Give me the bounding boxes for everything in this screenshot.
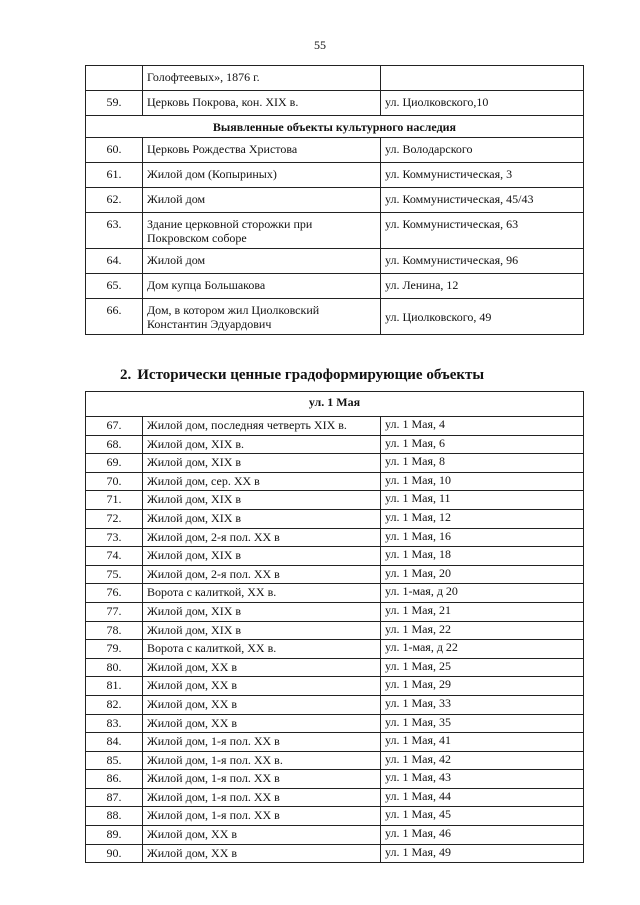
section-title-text: Исторически ценные градоформирующие объекты bbox=[137, 367, 485, 383]
table-row bbox=[86, 714, 584, 733]
table-row bbox=[86, 677, 584, 696]
row-number: 81. bbox=[86, 677, 143, 696]
object-name: Жилой дом, XIX в bbox=[143, 547, 381, 566]
object-address: ул. 1 Мая, 16 bbox=[381, 528, 584, 547]
object-address: ул. 1 Мая, 45 bbox=[381, 807, 584, 826]
section-label: Выявленные объекты культурного наследия bbox=[86, 116, 584, 138]
row-number: 71. bbox=[86, 491, 143, 510]
row-number bbox=[86, 66, 143, 91]
section-heading bbox=[120, 367, 484, 384]
row-number: 69. bbox=[86, 454, 143, 473]
monuments-table-body bbox=[86, 66, 584, 335]
row-number: 63. bbox=[86, 213, 143, 249]
row-number: 85. bbox=[86, 751, 143, 770]
row-number: 67. bbox=[86, 417, 143, 436]
row-number: 89. bbox=[86, 826, 143, 845]
object-address: ул. 1 Мая, 18 bbox=[381, 547, 584, 566]
table-row bbox=[86, 163, 584, 188]
object-address: ул. 1 Мая, 49 bbox=[381, 844, 584, 863]
table-row bbox=[86, 66, 584, 91]
table-row bbox=[86, 844, 584, 863]
monuments-table bbox=[85, 65, 584, 335]
object-name: Ворота с калиткой, XX в. bbox=[143, 584, 381, 603]
table-row bbox=[86, 584, 584, 603]
object-name: Жилой дом bbox=[143, 188, 381, 213]
object-name: Жилой дом (Копыриных) bbox=[143, 163, 381, 188]
object-address: ул. 1 Мая, 43 bbox=[381, 770, 584, 789]
row-number: 87. bbox=[86, 788, 143, 807]
object-address bbox=[381, 66, 584, 91]
street-header-row bbox=[86, 392, 584, 417]
object-address: ул. 1 Мая, 22 bbox=[381, 621, 584, 640]
object-address: ул. Коммунистическая, 63 bbox=[381, 213, 584, 249]
object-address: ул. 1 Мая, 33 bbox=[381, 695, 584, 714]
object-name: Жилой дом, XIX в bbox=[143, 491, 381, 510]
object-name: Жилой дом, XIX в bbox=[143, 454, 381, 473]
table-row bbox=[86, 249, 584, 274]
table-row bbox=[86, 213, 584, 249]
object-name: Жилой дом, 1-я пол. XX в bbox=[143, 733, 381, 752]
object-name: Жилой дом, XIX в bbox=[143, 621, 381, 640]
table-row bbox=[86, 138, 584, 163]
row-number: 66. bbox=[86, 299, 143, 335]
row-number: 76. bbox=[86, 584, 143, 603]
object-address: ул. 1 Мая, 6 bbox=[381, 435, 584, 454]
object-address: ул. 1 Мая, 10 bbox=[381, 472, 584, 491]
table-row bbox=[86, 565, 584, 584]
object-name: Жилой дом, 1-я пол. XX в bbox=[143, 770, 381, 789]
object-name: Жилой дом, XX в bbox=[143, 826, 381, 845]
object-name: Жилой дом, 2-я пол. XX в bbox=[143, 528, 381, 547]
object-name: Жилой дом, 1-я пол. XX в bbox=[143, 807, 381, 826]
row-number: 60. bbox=[86, 138, 143, 163]
object-name: Жилой дом, 2-я пол. XX в bbox=[143, 565, 381, 584]
object-address: ул. 1 Мая, 12 bbox=[381, 509, 584, 528]
object-name: Голофтеевых», 1876 г. bbox=[143, 66, 381, 91]
row-number: 88. bbox=[86, 807, 143, 826]
object-name: Жилой дом, последняя четверть XIX в. bbox=[143, 417, 381, 436]
table-row bbox=[86, 274, 584, 299]
object-address: ул. 1 Мая, 35 bbox=[381, 714, 584, 733]
object-address: ул. Коммунистическая, 3 bbox=[381, 163, 584, 188]
section-number: 2. bbox=[120, 367, 132, 383]
row-number: 64. bbox=[86, 249, 143, 274]
street-name: ул. 1 Мая bbox=[86, 392, 584, 417]
row-number: 83. bbox=[86, 714, 143, 733]
object-address: ул. 1 Мая, 41 bbox=[381, 733, 584, 752]
object-address: ул. 1-мая, д 20 bbox=[381, 584, 584, 603]
table-row bbox=[86, 751, 584, 770]
table-row bbox=[86, 695, 584, 714]
table-row bbox=[86, 788, 584, 807]
row-number: 86. bbox=[86, 770, 143, 789]
table-row bbox=[86, 454, 584, 473]
table-row bbox=[86, 807, 584, 826]
table-row bbox=[86, 417, 584, 436]
table-row bbox=[86, 91, 584, 116]
object-address: ул. 1 Мая, 44 bbox=[381, 788, 584, 807]
table-row bbox=[86, 733, 584, 752]
row-number: 80. bbox=[86, 658, 143, 677]
object-address: ул. 1 Мая, 46 bbox=[381, 826, 584, 845]
object-name: Жилой дом, XIX в bbox=[143, 602, 381, 621]
row-number: 77. bbox=[86, 602, 143, 621]
object-address: ул. Коммунистическая, 96 bbox=[381, 249, 584, 274]
object-address: ул. 1 Мая, 42 bbox=[381, 751, 584, 770]
row-number: 70. bbox=[86, 472, 143, 491]
table-row bbox=[86, 491, 584, 510]
table-row bbox=[86, 602, 584, 621]
row-number: 79. bbox=[86, 640, 143, 659]
table-row bbox=[86, 188, 584, 213]
object-address: ул. Володарского bbox=[381, 138, 584, 163]
object-name: Жилой дом, сер. XX в bbox=[143, 472, 381, 491]
row-number: 90. bbox=[86, 844, 143, 863]
object-name: Ворота с калиткой, XX в. bbox=[143, 640, 381, 659]
row-number: 78. bbox=[86, 621, 143, 640]
table-row bbox=[86, 509, 584, 528]
object-name: Здание церковной сторожки при Покровском соборе bbox=[143, 213, 381, 249]
object-address: ул. 1 Мая, 21 bbox=[381, 602, 584, 621]
table-row bbox=[86, 621, 584, 640]
table-row bbox=[86, 435, 584, 454]
section-header-row bbox=[86, 116, 584, 138]
object-name: Жилой дом, 1-я пол. XX в bbox=[143, 788, 381, 807]
object-address: ул. Ленина, 12 bbox=[381, 274, 584, 299]
table-row bbox=[86, 770, 584, 789]
table-row bbox=[86, 640, 584, 659]
table-row bbox=[86, 826, 584, 845]
row-number: 72. bbox=[86, 509, 143, 528]
row-number: 74. bbox=[86, 547, 143, 566]
row-number: 61. bbox=[86, 163, 143, 188]
row-number: 73. bbox=[86, 528, 143, 547]
object-address: ул. 1 Мая, 8 bbox=[381, 454, 584, 473]
table-row bbox=[86, 658, 584, 677]
object-name: Церковь Рождества Христова bbox=[143, 138, 381, 163]
object-address: ул. Коммунистическая, 45/43 bbox=[381, 188, 584, 213]
table-row bbox=[86, 528, 584, 547]
object-name: Жилой дом, XX в bbox=[143, 714, 381, 733]
object-name: Дом, в котором жил Циолковский Константин Эдуардович bbox=[143, 299, 381, 335]
object-address: ул. 1 Мая, 11 bbox=[381, 491, 584, 510]
object-address: ул. Циолковского,10 bbox=[381, 91, 584, 116]
table-row bbox=[86, 472, 584, 491]
row-number: 68. bbox=[86, 435, 143, 454]
row-number: 84. bbox=[86, 733, 143, 752]
object-name: Церковь Покрова, кон. XIX в. bbox=[143, 91, 381, 116]
row-number: 62. bbox=[86, 188, 143, 213]
object-name: Жилой дом, XIX в bbox=[143, 509, 381, 528]
historic-objects-table bbox=[85, 391, 584, 863]
row-number: 59. bbox=[86, 91, 143, 116]
row-number: 82. bbox=[86, 695, 143, 714]
object-name: Жилой дом, XX в bbox=[143, 658, 381, 677]
object-name: Дом купца Большакова bbox=[143, 274, 381, 299]
object-name: Жилой дом, 1-я пол. XX в. bbox=[143, 751, 381, 770]
historic-objects-table-body bbox=[86, 392, 584, 863]
page-number: 55 bbox=[314, 38, 326, 52]
object-address: ул. 1 Мая, 20 bbox=[381, 565, 584, 584]
object-address: ул. 1 Мая, 4 bbox=[381, 417, 584, 436]
object-address: ул. 1-мая, д 22 bbox=[381, 640, 584, 659]
table-row bbox=[86, 547, 584, 566]
row-number: 65. bbox=[86, 274, 143, 299]
object-address: ул. 1 Мая, 29 bbox=[381, 677, 584, 696]
object-address: ул. Циолковского, 49 bbox=[381, 299, 584, 335]
object-name: Жилой дом bbox=[143, 249, 381, 274]
object-name: Жилой дом, XX в bbox=[143, 844, 381, 863]
object-address: ул. 1 Мая, 25 bbox=[381, 658, 584, 677]
table-row bbox=[86, 299, 584, 335]
object-name: Жилой дом, XIX в. bbox=[143, 435, 381, 454]
object-name: Жилой дом, XX в bbox=[143, 695, 381, 714]
row-number: 75. bbox=[86, 565, 143, 584]
object-name: Жилой дом, XX в bbox=[143, 677, 381, 696]
